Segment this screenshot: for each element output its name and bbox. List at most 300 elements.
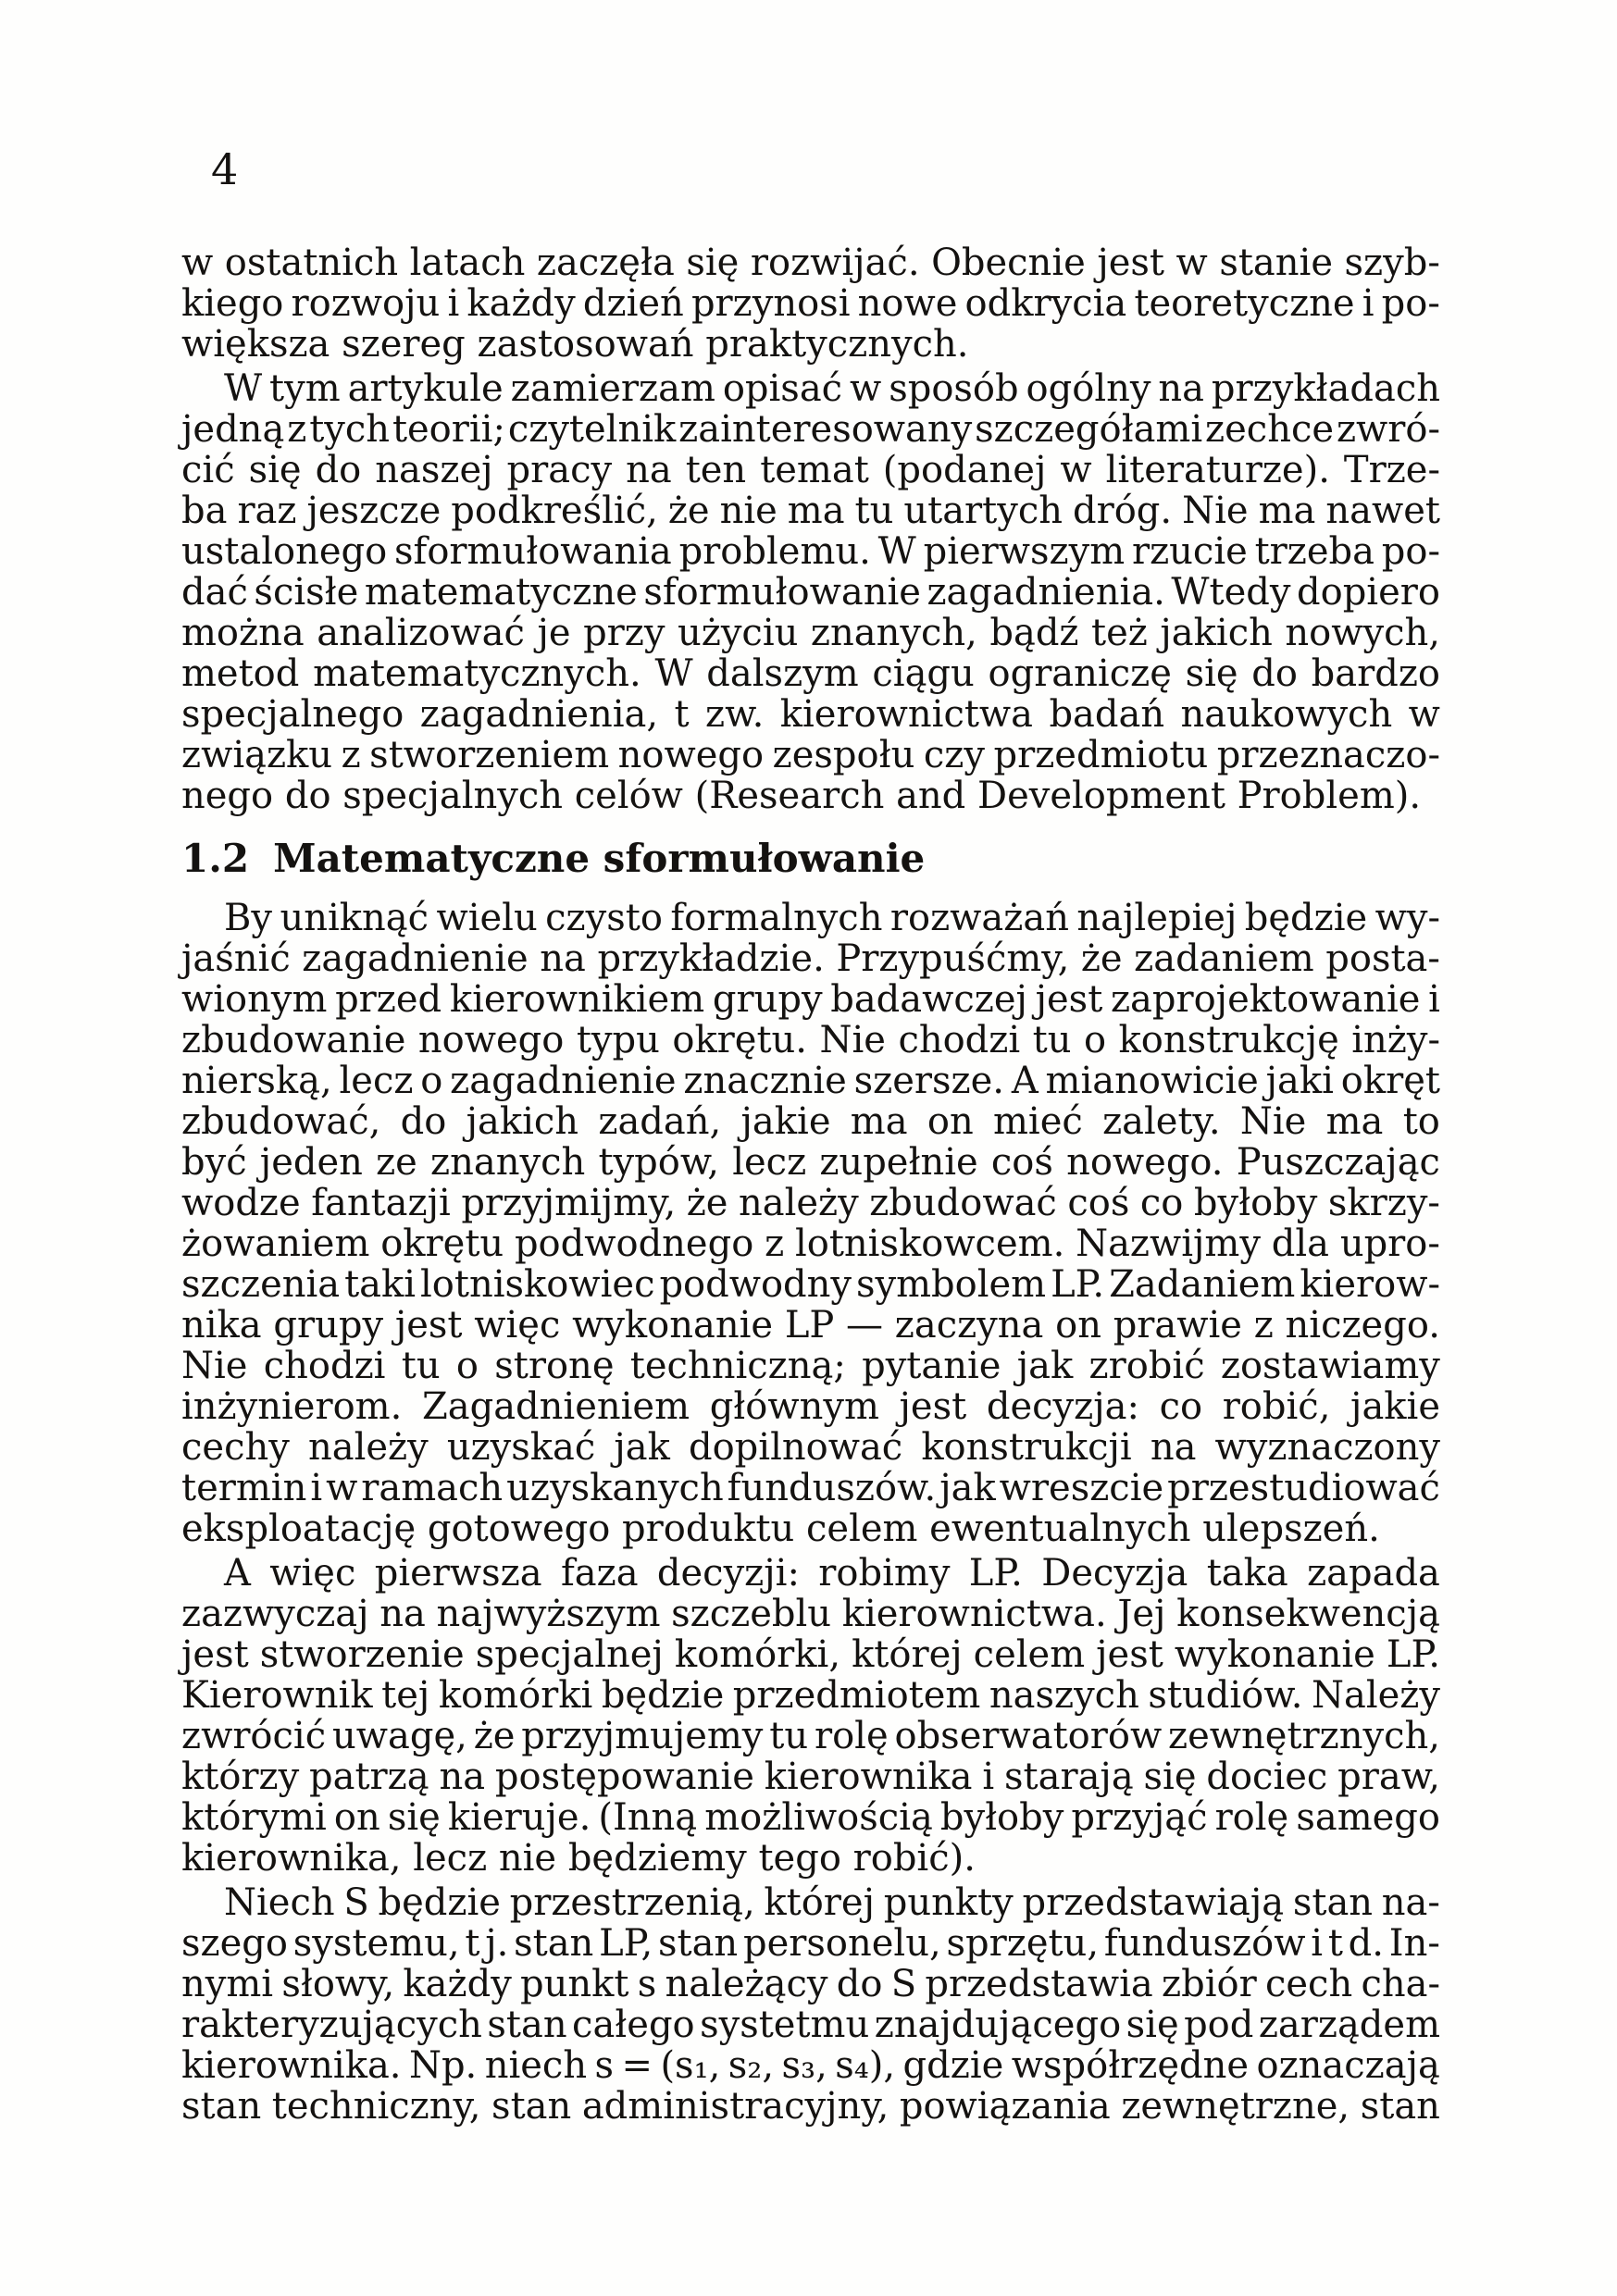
word: samego [1296, 1796, 1440, 1839]
word: z [287, 408, 307, 451]
word: uniknąć [280, 897, 429, 939]
word: przykładach [1211, 367, 1440, 410]
word: posta- [1325, 937, 1440, 980]
word: konstrukcję [1118, 1019, 1339, 1061]
word: całego [572, 2004, 695, 2046]
word: na [626, 449, 672, 491]
word: czytelnik [507, 408, 677, 451]
word: każdy [466, 282, 576, 325]
word: on [333, 1796, 380, 1839]
word: tych [309, 408, 391, 451]
word: robimy [818, 1552, 951, 1595]
word: LP [784, 1304, 835, 1347]
word: bardzo [1311, 652, 1440, 695]
section-heading [181, 838, 1440, 879]
word: punkt [520, 1963, 629, 2005]
word: stan [1360, 2085, 1440, 2128]
word: je [537, 612, 571, 654]
word: ma [850, 1100, 908, 1143]
word: stan [491, 2085, 572, 2128]
word: ma [787, 490, 845, 532]
word: ramach [361, 1467, 504, 1509]
text-line [181, 1468, 1440, 1508]
word: będzie [1244, 897, 1368, 939]
word: kierownictwa. [841, 1593, 1107, 1635]
word: i [447, 282, 460, 325]
word: i [310, 1467, 323, 1509]
word: Niech [224, 1881, 335, 1924]
word: najlepiej [1076, 897, 1238, 939]
word: ma [1325, 1100, 1384, 1143]
word: tu [769, 1715, 809, 1757]
text-line [181, 1223, 1440, 1264]
word: na [540, 937, 586, 980]
word: tu [401, 1345, 441, 1387]
word: ustalonego [181, 530, 388, 573]
word: znanych, [810, 612, 977, 654]
word: opisać [722, 367, 843, 410]
text-line: kierownika, lecz nie będziemy tego robić). [181, 1837, 976, 1880]
text-line [181, 1183, 1440, 1223]
word: punkty [883, 1881, 1014, 1924]
word: lotniskowiec [420, 1263, 655, 1306]
word: wyznaczony [1214, 1426, 1440, 1469]
word: sposób [889, 367, 1019, 410]
word: sprzętu, [946, 1922, 1100, 1965]
text-line [181, 1716, 1440, 1756]
word: Wtedy [1171, 571, 1291, 614]
word: taka [1206, 1552, 1288, 1595]
word: pierwszym [923, 530, 1126, 573]
word: dopiero [1297, 571, 1440, 614]
word: rozwoju [291, 282, 441, 325]
word: pracy [506, 449, 613, 491]
word: patrzą [309, 1756, 429, 1798]
word: znanych [430, 1141, 586, 1184]
page-number: 4 [211, 144, 239, 194]
word: Obecnie [931, 242, 1086, 284]
word: ten [685, 449, 747, 491]
word: będzie [378, 1881, 501, 1924]
word: konstrukcji [921, 1426, 1132, 1469]
word: rakteryzujących [181, 2004, 482, 2046]
word: Decyzja [1041, 1552, 1188, 1595]
text-line [181, 613, 1440, 653]
word: ostatnich [224, 242, 399, 284]
word: nowe [857, 282, 958, 325]
word: j. [485, 1922, 509, 1965]
word: ba [181, 490, 228, 532]
word: zagadnienie [450, 1060, 677, 1102]
word: stan [181, 2085, 262, 2128]
word: ścisłe [254, 571, 359, 614]
word: do [836, 1963, 883, 2005]
word: do [315, 449, 362, 491]
word: Trze- [1343, 449, 1440, 491]
word: oznaczają [1256, 2044, 1440, 2087]
word: Np. [408, 2044, 478, 2087]
text-line [181, 368, 1440, 409]
paragraph [181, 242, 1440, 365]
word: teoretyczne [1134, 282, 1355, 325]
word: nowego [417, 1019, 565, 1061]
word: z [765, 1222, 785, 1265]
word: problemu. [678, 530, 871, 573]
word: zbiór [1162, 1963, 1257, 2005]
text-line [181, 1020, 1440, 1061]
word: komórki, [674, 1633, 841, 1676]
word: podwodny [659, 1263, 852, 1306]
word: i [1428, 978, 1440, 1021]
paragraph [181, 1553, 1440, 1879]
word: funduszów [1103, 1922, 1306, 1965]
word: w [181, 242, 214, 284]
word: sformułowanie [643, 571, 921, 614]
word: niech [484, 2044, 588, 2087]
text-line [181, 735, 1440, 776]
word: Zadaniem [1109, 1263, 1296, 1306]
word: rozwijać. [750, 242, 920, 284]
text-line [181, 242, 1440, 283]
word: teorii; [392, 408, 505, 451]
word: (s₁, [660, 2044, 721, 2087]
word: z [1253, 1304, 1274, 1347]
paragraph [181, 1882, 1440, 2127]
word: s₃, [781, 2044, 827, 2087]
word: na [1158, 367, 1204, 410]
text-line [181, 409, 1440, 450]
word: chodzi [898, 1019, 1021, 1061]
word: nowych, [1285, 612, 1440, 654]
word: sformułowania [394, 530, 672, 573]
word: w [1408, 693, 1440, 736]
word: żowaniem [181, 1222, 370, 1265]
word: zwrócić [181, 1715, 327, 1757]
word: uzyskać [446, 1426, 596, 1469]
heading-text: Matematyczne sformułowanie [273, 836, 926, 881]
word: wykonanie [1174, 1633, 1375, 1676]
word: A [1011, 1060, 1039, 1102]
word: tym [269, 367, 341, 410]
word: przy [583, 612, 665, 654]
heading-number: 1.2 [181, 836, 250, 881]
word: badawczej [830, 978, 1027, 1021]
word: zamierzam [510, 367, 715, 410]
word: Jej [1117, 1593, 1166, 1635]
word: skrzy- [1327, 1182, 1440, 1224]
word: wodze [181, 1182, 301, 1224]
word: którzy [181, 1756, 300, 1798]
word: jaśnić [181, 937, 291, 980]
word: stan [514, 1922, 594, 1965]
word: kiego [181, 282, 284, 325]
word: cechy [181, 1426, 290, 1469]
word: tej [381, 1674, 430, 1717]
text-line [181, 283, 1440, 324]
word: przedstawia [925, 1963, 1153, 2005]
text-line [181, 1964, 1440, 2004]
word: stanie [1219, 242, 1333, 284]
word: się [248, 449, 302, 491]
word: techniczną; [629, 1345, 846, 1387]
word: lecz [339, 1060, 414, 1102]
word: grupy [273, 1304, 384, 1347]
word: celem [973, 1633, 1086, 1676]
word: In- [1388, 1922, 1440, 1965]
word: LP. [1051, 1263, 1105, 1306]
word: decyzji: [656, 1552, 800, 1595]
word: kierownika. [181, 2044, 402, 2087]
word: studiów. [1148, 1674, 1303, 1717]
text-line [181, 694, 1440, 735]
word: komórki [438, 1674, 593, 1717]
word: kierownikiem [449, 978, 705, 1021]
word: zupełnie [819, 1141, 978, 1184]
word: przedstawiają [1022, 1881, 1285, 1924]
word: mieć [993, 1100, 1083, 1143]
word: to [1402, 1100, 1440, 1143]
word: którymi [181, 1796, 327, 1839]
text-line [181, 1142, 1440, 1183]
word: zrobić [1088, 1345, 1205, 1387]
word: rzucie [1131, 530, 1248, 573]
word: obserwatorów [894, 1715, 1163, 1757]
word: zw. [705, 693, 765, 736]
word: A [224, 1552, 251, 1595]
word: Kierownik [181, 1674, 373, 1717]
word: lotniskowcem. [794, 1222, 1065, 1265]
word: uwagę, [331, 1715, 467, 1757]
word: na [439, 1756, 486, 1798]
word: wy- [1374, 897, 1440, 939]
word: stan [487, 2004, 567, 2046]
word: pytanie [862, 1345, 1001, 1387]
word: jakich [466, 1100, 579, 1143]
word: fantazji [311, 1182, 451, 1224]
word: wielu [436, 897, 538, 939]
text-line [181, 1061, 1440, 1101]
word: mianowicie [1045, 1060, 1259, 1102]
word: Puszczając [1236, 1141, 1440, 1184]
word: W [654, 652, 693, 695]
word: starają [1004, 1756, 1134, 1798]
word: upro- [1339, 1222, 1440, 1265]
word: — [846, 1304, 884, 1347]
word: stan [657, 1922, 739, 1965]
word: zainteresowany [678, 408, 973, 451]
word: S [890, 1963, 917, 2005]
word: odkrycia [964, 282, 1127, 325]
word: użyciu [678, 612, 799, 654]
word: raz [237, 490, 297, 532]
word: zadań, [598, 1100, 722, 1143]
word: kierow- [1300, 1263, 1440, 1306]
word: t [674, 693, 690, 736]
word: na- [1381, 1881, 1440, 1924]
word: latach [409, 242, 526, 284]
word: temat [760, 449, 869, 491]
word: zaczyna [894, 1304, 1044, 1347]
text-line [181, 2004, 1440, 2045]
word: przestrzenią, [509, 1881, 755, 1924]
word: literaturze). [1105, 449, 1330, 491]
word: jeden [259, 1141, 363, 1184]
word: s₄), [835, 2044, 896, 2087]
word: uzyskanych [506, 1467, 724, 1509]
word: kierownika [764, 1756, 973, 1798]
word: cić [181, 449, 235, 491]
paragraph [181, 368, 1440, 816]
word: też [1091, 612, 1148, 654]
word: po- [1381, 282, 1440, 325]
word: typu [576, 1019, 660, 1061]
word: się [1126, 2004, 1179, 2046]
word: szego [181, 1922, 288, 1965]
word: specjalnej [475, 1633, 664, 1676]
word: faza [560, 1552, 639, 1595]
word: z [341, 734, 361, 776]
word: techniczny, [271, 2085, 481, 2128]
word: szyb- [1344, 242, 1440, 284]
word: że [1080, 937, 1123, 980]
word: zagadnienia. [927, 571, 1165, 614]
word: Nazwijmy [1076, 1222, 1261, 1265]
word: inżynierom. [181, 1385, 403, 1428]
word: taki [344, 1263, 417, 1306]
word: (Inną [598, 1796, 698, 1839]
word: kieruje. [447, 1796, 591, 1839]
word: zbudować [869, 1182, 1057, 1224]
text-line: większa szereg zastosowań praktycznych. [181, 323, 969, 366]
word: należy [738, 1182, 859, 1224]
word: LP. [968, 1552, 1023, 1595]
word: że [473, 1715, 516, 1757]
text-line: nego do specjalnych celów (Research and Development Problem). [181, 775, 1422, 817]
word: Nie [819, 1019, 886, 1061]
word: więc [269, 1552, 356, 1595]
word: tu [854, 490, 894, 532]
word: funduszów. [727, 1467, 937, 1509]
word: której [764, 1881, 875, 1924]
word: robić, [1222, 1385, 1331, 1428]
word: naukowych [1180, 693, 1393, 736]
word: Należy [1311, 1674, 1440, 1717]
word: której [852, 1633, 963, 1676]
text-line [181, 490, 1440, 531]
word: czy [923, 734, 985, 776]
word: By [224, 897, 272, 939]
word: jakich [1160, 612, 1273, 654]
text-line [181, 572, 1440, 613]
word: gdzie [902, 2044, 1004, 2087]
text-line [181, 1264, 1440, 1305]
word: słowy, [281, 1963, 395, 2005]
word: s [594, 2044, 615, 2087]
word: jeszcze [306, 490, 442, 532]
word: można [181, 612, 305, 654]
word: dopilnować [688, 1426, 903, 1469]
word: i [1311, 1922, 1324, 1965]
text-line [181, 1386, 1440, 1427]
text-line [181, 979, 1440, 1020]
text-line [181, 1553, 1440, 1594]
word: jest [1096, 1633, 1163, 1676]
word: dać [181, 571, 248, 614]
word: być [181, 1141, 247, 1184]
word: po- [1381, 530, 1440, 573]
word: chodzi [263, 1345, 386, 1387]
word: się [1143, 1756, 1197, 1798]
word: wykonanie [572, 1304, 774, 1347]
word: analizować [317, 612, 525, 654]
text-line [181, 2045, 1440, 2086]
word: zostawiamy [1220, 1345, 1440, 1387]
word: byłoby [1193, 1182, 1318, 1224]
word: przed [335, 978, 442, 1021]
word: zaprojektowanie [1110, 978, 1421, 1021]
word: podkreślić, [451, 490, 658, 532]
word: zarządem [1258, 2004, 1440, 2046]
word: przestudiować [1167, 1467, 1440, 1509]
word: zwró- [1336, 408, 1440, 451]
word: jest [1035, 978, 1103, 1021]
word: kierownictwa [779, 693, 1034, 736]
word: zechce [1205, 408, 1335, 451]
word: nowego. [1066, 1141, 1224, 1184]
text-line [181, 2086, 1440, 2127]
word: rozważań [889, 897, 1069, 939]
word: t [465, 1922, 480, 1965]
text-block [181, 242, 1440, 2130]
word: przyjmujemy [521, 1715, 764, 1757]
word: artykule [347, 367, 504, 410]
word: utartych [903, 490, 1063, 532]
text-line [181, 938, 1440, 979]
text-line [181, 653, 1440, 694]
word: W [224, 367, 263, 410]
word: przynosi [690, 282, 851, 325]
word: niczego. [1285, 1304, 1440, 1347]
word: pod [1184, 2004, 1254, 2046]
word: należy [307, 1426, 429, 1469]
word: ograniczę [988, 652, 1172, 695]
word: naszej [375, 449, 493, 491]
word: na [379, 1593, 426, 1635]
word: w [1060, 449, 1092, 491]
word: że [686, 1182, 728, 1224]
word: S [343, 1881, 369, 1924]
word: znajdującego [874, 2004, 1122, 2046]
word: wionym [181, 978, 328, 1021]
word: nierską, [181, 1060, 332, 1102]
word: (podanej [882, 449, 1047, 491]
word: s₂, [728, 2044, 775, 2087]
word: zbudować, [181, 1100, 381, 1143]
word: jak [939, 1467, 996, 1509]
word: stworzeniem [369, 734, 610, 776]
word: LP, [599, 1922, 653, 1965]
text-line [181, 1634, 1440, 1675]
word: szersze. [853, 1060, 1005, 1102]
text-line [181, 898, 1440, 938]
word: że [667, 490, 710, 532]
word: jest [181, 1633, 249, 1676]
word: przyjmijmy, [461, 1182, 677, 1224]
word: zalety. [1102, 1100, 1221, 1143]
word: konsekwencją [1176, 1593, 1440, 1635]
word: okręt [1340, 1060, 1440, 1102]
word: cha- [1361, 1963, 1440, 2005]
